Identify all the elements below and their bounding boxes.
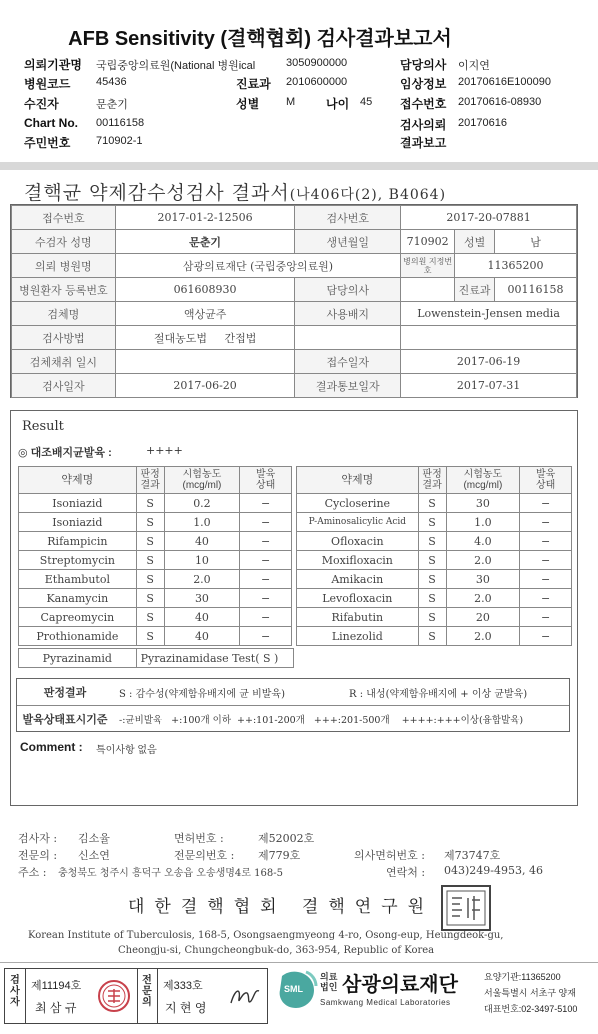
company-name-en: Samkwang Medical Laboratories (320, 998, 451, 1007)
legend-growth-label: 발육상태표시기준 (22, 713, 108, 726)
drug-row (297, 589, 572, 608)
drug-result: S (418, 513, 446, 532)
header-label: 의뢰기관명 (24, 58, 82, 72)
company-phone: 대표번호:02-3497-5100 (484, 1004, 578, 1014)
culture-medium: Lowenstein-Jensen media (401, 302, 577, 326)
drug-name: Ethambutol (19, 570, 137, 589)
header-label: 수진자 (24, 97, 59, 111)
header-value: 20170616-08930 (458, 96, 542, 108)
empty-cell (295, 326, 401, 350)
empty-cell (401, 326, 577, 350)
drug-concentration: 1.0 (446, 513, 520, 532)
drug-name: Prothionamide (19, 627, 137, 646)
info-table (11, 205, 577, 398)
info-label: 접수번호 (12, 206, 116, 230)
drug-growth: − (520, 589, 572, 608)
drug-row (297, 551, 572, 570)
header-value: 20170616E100090 (458, 76, 551, 88)
tester-signature-name: 최 삼 규 (35, 1001, 77, 1015)
header-label: 진료과 (236, 77, 271, 91)
drug-growth: − (520, 570, 572, 589)
contact-text: 043)249-4953, 46 (444, 864, 543, 877)
drug-name: Rifampicin (19, 532, 137, 551)
drug-result: S (418, 589, 446, 608)
info-label: 생년월일 (295, 230, 401, 254)
header-label: 접수번호 (400, 97, 447, 111)
specialist-label: 전문의 : (18, 849, 58, 862)
col-header: 약제명 (297, 467, 419, 494)
drug-row (297, 570, 572, 589)
box-divider (157, 969, 158, 1023)
header-label: Chart No. (24, 116, 78, 130)
specialist-number: 제779호 (258, 849, 301, 862)
contact-label: 연락처 : (386, 866, 426, 879)
drug-result: S (136, 494, 164, 513)
header-label: 임상정보 (400, 77, 447, 91)
drug-concentration: 1.0 (164, 513, 240, 532)
collection-date (115, 350, 295, 374)
drug-concentration: 2.0 (164, 570, 240, 589)
drug-row (297, 627, 572, 646)
legend-judge-label: 판정결과 (43, 687, 87, 699)
institute-seal (440, 884, 492, 932)
drug-result: S (418, 532, 446, 551)
header-value: 국립중앙의료원(National 병원ical (96, 60, 256, 72)
institute-name-kr: 대한결핵협회 결핵연구원 (128, 897, 435, 917)
legend-judge-row (17, 679, 569, 705)
drug-row (297, 532, 572, 551)
info-label: 의뢰 병원명 (12, 254, 116, 278)
col-header-line: 판정 (140, 469, 160, 480)
drug-result: S (418, 494, 446, 513)
legend-growth-text: -:균비발육 +:100개 이하 ++:101-200개 +++:201-500개 ++++:+++이상(융합발육) (119, 714, 524, 726)
drug-growth: − (240, 627, 292, 646)
care-number: 요양기관:11365200 (484, 972, 561, 982)
col-header (446, 467, 520, 494)
registration-number: 061608930 (115, 278, 295, 302)
drug-name: Cycloserine (297, 494, 419, 513)
drug-row (297, 513, 572, 532)
patient-name: 문춘기 (115, 230, 295, 254)
drug-growth: − (240, 551, 292, 570)
test-date: 2017-06-20 (115, 374, 295, 398)
drug-concentration: 40 (164, 627, 240, 646)
tester-number: 제11194호 (31, 980, 82, 992)
col-header-line: (mcg/ml) (182, 480, 222, 491)
header-value: 45 (360, 96, 373, 108)
info-label: 접수일자 (295, 350, 401, 374)
header-label: 담당의사 (400, 58, 447, 72)
specialist-vertical-label: 전문의 (142, 975, 152, 1008)
control-label: ◎ 대조배지균발육 : (18, 447, 112, 459)
report-title: AFB Sensitivity (결핵협회) 검사결과보고서 (68, 28, 452, 50)
legend-growth-row (17, 705, 569, 731)
received-date: 2017-06-19 (401, 350, 577, 374)
license-number: 제52002호 (258, 832, 315, 845)
result-sheet-code: (나406다(2), B4064) (289, 187, 447, 203)
doctor-license-number: 제73747호 (444, 849, 501, 862)
info-label: 검체채취 일시 (12, 350, 116, 374)
info-frame (10, 204, 578, 398)
drug-result: S (136, 589, 164, 608)
sml-logo-text: SML (284, 984, 303, 994)
drug-growth: − (520, 513, 572, 532)
header-value: 710902-1 (96, 135, 143, 147)
drug-table-left (18, 466, 292, 646)
col-header: 약제명 (19, 467, 137, 494)
header-label: 검사의뢰 (400, 118, 447, 132)
drug-name: Capreomycin (19, 608, 137, 627)
drug-result: S (418, 551, 446, 570)
corp-label (320, 972, 337, 992)
specimen: 액상균주 (115, 302, 295, 326)
test-method (115, 326, 295, 350)
drug-concentration: 20 (446, 608, 520, 627)
drug-row (19, 608, 292, 627)
receipt-number: 2017-01-2-12506 (115, 206, 295, 230)
comment-label: Comment : (20, 740, 83, 754)
info-label: 검체명 (12, 302, 116, 326)
info-label: 검사일자 (12, 374, 116, 398)
legend-judge-r: R : 내성(약제함유배지에 + 이상 균발육) (349, 688, 528, 700)
test-method-1: 절대농도법 (153, 331, 207, 345)
header-label: 주민번호 (24, 136, 71, 150)
info-label: 성별 (455, 230, 495, 254)
info-label: 검사방법 (12, 326, 116, 350)
legend-box (16, 678, 570, 732)
drug-growth: − (240, 608, 292, 627)
drug-growth: − (240, 570, 292, 589)
drug-growth: − (520, 608, 572, 627)
tester-stamp (97, 979, 131, 1013)
header-label: 결과보고 (400, 136, 447, 150)
drug-result: S (136, 627, 164, 646)
drug-concentration: 40 (164, 608, 240, 627)
company-address: 서울특별시 서초구 양재 (484, 988, 576, 998)
col-header-line: 발육 (255, 469, 276, 480)
drug-growth: − (240, 513, 292, 532)
drug-name: P-Aminosalicylic Acid (297, 513, 419, 532)
address-label: 주소 : (18, 866, 47, 879)
col-header (136, 467, 164, 494)
info-label: 사용배지 (295, 302, 401, 326)
header-value: 문춘기 (96, 99, 128, 111)
comment-text: 특이사항 없음 (96, 745, 157, 756)
drug-name: Levofloxacin (297, 589, 419, 608)
drug-row (19, 494, 292, 513)
specialist-number-bottom: 제333호 (163, 980, 203, 992)
drug-result: S (418, 608, 446, 627)
info-label: 병의원 지정번호 (401, 254, 455, 278)
exam-number: 2017-20-07881 (401, 206, 577, 230)
legend-judge-s: S : 감수성(약제함유배지에 균 비발육) (119, 688, 285, 700)
drug-name: Isoniazid (19, 513, 137, 532)
birth-date: 710902 (401, 230, 455, 254)
drug-table-right (296, 466, 572, 646)
patient-sex: 남 (495, 230, 577, 254)
control-value: ++++ (146, 444, 183, 457)
col-header-line: 상태 (255, 480, 276, 491)
department: 00116158 (495, 278, 577, 302)
doctor-name (401, 278, 455, 302)
drug-name: Isoniazid (19, 494, 137, 513)
info-label: 결과통보일자 (295, 374, 401, 398)
box-divider (25, 969, 26, 1023)
header-value: 45436 (96, 76, 127, 88)
specialist-name: 신소연 (78, 849, 110, 862)
col-header-line: (mcg/ml) (463, 480, 503, 491)
col-header-line: 판정 (422, 469, 442, 480)
institute-address-en-2: Cheongju-si, Chungcheongbuk-do, 363-954, Republic of Korea (118, 945, 435, 956)
signature-box (4, 968, 268, 1024)
col-header (520, 467, 572, 494)
address-text: 충청북도 청주시 흥덕구 오송읍 오송생명4로 168-5 (58, 868, 283, 879)
drug-concentration: 30 (446, 494, 520, 513)
tester-label: 검사자 : (18, 832, 58, 845)
drug-concentration: 2.0 (446, 551, 520, 570)
drug-name: Linezolid (297, 627, 419, 646)
company-name: 삼광의료재단 (342, 974, 458, 996)
drug-growth: − (520, 627, 572, 646)
info-label: 병원환자 등록번호 (12, 278, 116, 302)
drug-result: S (418, 627, 446, 646)
drug-result: S (136, 608, 164, 627)
test-method-2: 간접법 (224, 331, 257, 345)
drug-concentration: 30 (164, 589, 240, 608)
pza-test: Pyrazinamidase Test( S ) (136, 649, 293, 668)
info-label: 검사번호 (295, 206, 401, 230)
drug-growth: − (520, 551, 572, 570)
drug-name: Kanamycin (19, 589, 137, 608)
tester-name: 김소율 (78, 832, 110, 845)
header-value: M (286, 96, 296, 108)
drug-growth: − (520, 494, 572, 513)
col-header (164, 467, 240, 494)
drug-concentration: 30 (446, 570, 520, 589)
drug-name: Amikacin (297, 570, 419, 589)
info-label: 수검자 성명 (12, 230, 116, 254)
drug-growth: − (520, 532, 572, 551)
col-header-line: 시험농도 (463, 469, 503, 480)
header-value: 00116158 (96, 117, 145, 129)
doctor-license-label: 의사면허번호 : (354, 849, 425, 862)
result-label: Result (22, 419, 64, 434)
corp-label-line: 의료 (320, 972, 338, 982)
drug-concentration: 0.2 (164, 494, 240, 513)
drug-concentration: 10 (164, 551, 240, 570)
header-label: 병원코드 (24, 77, 71, 91)
drug-concentration: 2.0 (446, 589, 520, 608)
bottom-divider (0, 962, 598, 963)
drug-result: S (136, 532, 164, 551)
drug-row (297, 608, 572, 627)
license-label: 면허번호 : (174, 832, 224, 845)
drug-row (19, 532, 292, 551)
drug-row (19, 551, 292, 570)
col-header-line: 시험농도 (182, 469, 222, 480)
col-header-line: 상태 (535, 480, 556, 491)
drug-growth: − (240, 532, 292, 551)
drug-concentration: 4.0 (446, 532, 520, 551)
corp-label-line: 법인 (320, 982, 338, 992)
drug-row (19, 627, 292, 646)
drug-row (19, 513, 292, 532)
report-date: 2017-07-31 (401, 374, 577, 398)
header-value: 20170616 (458, 117, 507, 129)
header-value: 3050900000 (286, 57, 348, 69)
col-header-line: 발육 (535, 469, 556, 480)
drug-name: Ofloxacin (297, 532, 419, 551)
header-label: 나이 (326, 97, 350, 111)
header-value: 이지연 (458, 60, 490, 72)
box-divider (137, 969, 138, 1023)
col-header-line: 결과 (422, 480, 442, 491)
hospital-name: 삼광의료재단 (국립중앙의료원) (115, 254, 400, 278)
col-header (240, 467, 292, 494)
result-sheet-title-text: 결핵균 약제감수성검사 결과서 (24, 182, 290, 204)
drug-row (297, 494, 572, 513)
drug-result: S (136, 551, 164, 570)
info-label: 진료과 (455, 278, 495, 302)
pza-name: Pyrazinamid (19, 649, 137, 668)
result-sheet-title (24, 178, 446, 205)
header-value: 2010600000 (286, 76, 348, 88)
specialist-no-label: 전문의번호 : (174, 849, 235, 862)
col-header (418, 467, 446, 494)
drug-concentration: 40 (164, 532, 240, 551)
drug-name: Rifabutin (297, 608, 419, 627)
handwritten-signature (227, 983, 263, 1011)
drug-name: Streptomycin (19, 551, 137, 570)
drug-row (19, 589, 292, 608)
drug-name: Moxifloxacin (297, 551, 419, 570)
sml-logo (276, 968, 318, 1010)
pza-table (18, 648, 294, 668)
section-divider (0, 162, 598, 170)
drug-concentration: 2.0 (446, 627, 520, 646)
specialist-signature-name: 지 현 영 (165, 1001, 207, 1015)
drug-result: S (418, 570, 446, 589)
drug-row (19, 570, 292, 589)
tester-vertical-label: 검사자 (10, 975, 20, 1008)
drug-growth: − (240, 494, 292, 513)
header-label: 성별 (236, 97, 260, 111)
info-label: 담당의사 (295, 278, 401, 302)
drug-growth: − (240, 589, 292, 608)
hospital-code: 11365200 (455, 254, 577, 278)
institute-address-en-1: Korean Institute of Tuberculosis, 168-5, Osongsaengmyeong 4-ro, Osong-eup, Heungdeok-gu, (28, 930, 504, 941)
drug-result: S (136, 570, 164, 589)
col-header-line: 결과 (140, 480, 160, 491)
drug-result: S (136, 513, 164, 532)
